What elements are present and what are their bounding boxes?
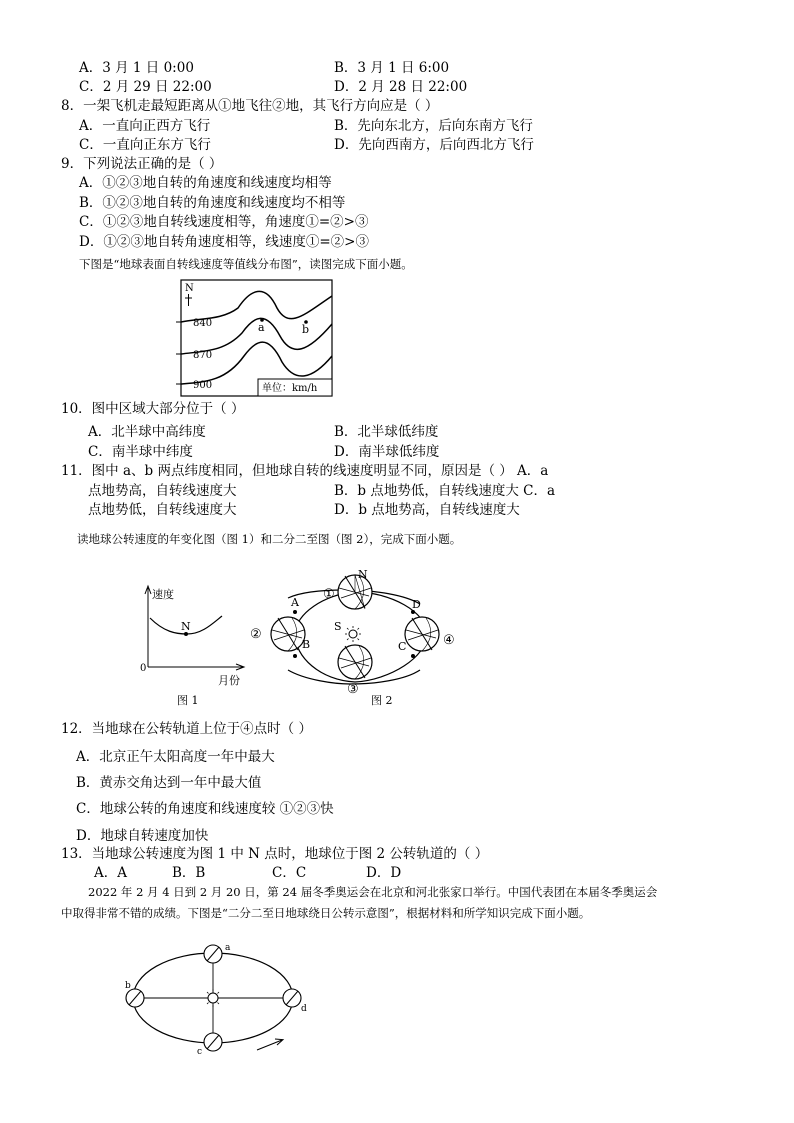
figure1-caption: 图 1 bbox=[177, 694, 199, 707]
position-3-label: ③ bbox=[347, 682, 359, 697]
point-a-label: a bbox=[258, 321, 265, 334]
origin-label: 0 bbox=[140, 663, 147, 674]
orbit-point-c: c bbox=[197, 1047, 203, 1057]
q11-stem: 11．图中 a、b 两点纬度相同，但地球自转的线速度明显不同，原因是（ ） A．a bbox=[61, 463, 549, 479]
q7-option-c: C．2 月 29 日 22:00 bbox=[79, 79, 212, 95]
q11-option-a-cont: 点地势高，自转线速度大 bbox=[88, 483, 237, 499]
solstice-equinox-figure bbox=[245, 562, 465, 710]
q12-option-b: B．黄赤交角达到一年中最大值 bbox=[76, 775, 262, 791]
point-S-label: S bbox=[334, 620, 342, 633]
point-C-label: C bbox=[398, 640, 407, 653]
q13-option-c: C．C bbox=[272, 865, 307, 881]
q13-stem: 13．当地球公转速度为图 1 中 N 点时，地球位于图 2 公转轨道的（ ） bbox=[61, 846, 489, 862]
q9-option-d: D．①②③地自转角速度相等，线速度①=②>③ bbox=[79, 234, 369, 250]
intro-isoline-figure: 下图是“地球表面自转线速度等值线分布图”，读图完成下面小题。 bbox=[79, 257, 413, 271]
q8-option-a: A．一直向正西方飞行 bbox=[79, 118, 211, 134]
q7-option-d: D．2 月 28 日 22:00 bbox=[334, 79, 468, 95]
unit-label: 单位：km/h bbox=[262, 383, 318, 394]
speed-axis-label: 速度 bbox=[152, 588, 174, 601]
point-n-label: N bbox=[181, 620, 191, 633]
q8-option-d: D．先向西南方，后向西北方飞行 bbox=[334, 137, 534, 153]
q9-option-a: A．①②③地自转的角速度和线速度均相等 bbox=[79, 175, 332, 191]
isoline-map-figure bbox=[170, 278, 340, 400]
q11-option-d: D．b 点地势高，自转线速度大 bbox=[334, 502, 520, 518]
q10-option-a: A．北半球中高纬度 bbox=[88, 424, 206, 440]
q13-option-a: A．A bbox=[94, 865, 127, 881]
q8-stem: 8．一架飞机走最短距离从①地飞往②地，其飞行方向应是（ ） bbox=[61, 98, 439, 114]
isoline-840-label: 840 bbox=[193, 318, 213, 329]
q10-stem: 10．图中区域大部分位于（ ） bbox=[61, 401, 245, 417]
position-4-label: ④ bbox=[443, 633, 455, 648]
q13-option-d: D．D bbox=[366, 865, 402, 881]
passage-line-1: 2022 年 2 月 4 日到 2 月 20 日，第 24 届冬季奥运会在北京和河北张家口举行。中国代表团在本届冬季奥运会 bbox=[88, 885, 658, 899]
point-D-label: D bbox=[412, 598, 421, 611]
q12-option-d: D．地球自转速度加快 bbox=[76, 828, 209, 844]
intro-orbit-figures: 读地球公转速度的年变化图（图 1）和二分二至图（图 2），完成下面小题。 bbox=[77, 532, 462, 546]
q12-stem: 12．当地球在公转轨道上位于④点时（ ） bbox=[61, 721, 312, 737]
q8-option-b: B．先向东北方，后向东南方飞行 bbox=[334, 118, 533, 134]
q11-option-b: B．b 点地势低，自转线速度大 C．a bbox=[334, 483, 556, 499]
fig2-north-label: N bbox=[358, 568, 368, 581]
orbit-point-d: d bbox=[301, 1004, 307, 1014]
position-2-label: ② bbox=[250, 627, 262, 642]
point-b-label: b bbox=[302, 323, 310, 336]
q7-option-b: B．3 月 1 日 6:00 bbox=[334, 60, 450, 76]
isoline-900-label: 900 bbox=[193, 380, 213, 391]
isoline-870-label: 870 bbox=[193, 350, 213, 361]
q9-option-c: C．①②③地自转线速度相等，角速度①=②>③ bbox=[79, 214, 369, 230]
point-A-label: A bbox=[291, 596, 299, 609]
q7-option-a: A．3 月 1 日 0:00 bbox=[79, 60, 194, 76]
q8-option-c: C．一直向正东方飞行 bbox=[79, 137, 211, 153]
orbit-diagram bbox=[120, 938, 320, 1056]
passage-line-2: 中取得非常不错的成绩。下图是“二分二至日地球绕日公转示意图”，根据材料和所学知识完成下面小题。 bbox=[61, 906, 591, 920]
q9-option-b: B．①②③地自转的角速度和线速度均不相等 bbox=[79, 195, 346, 211]
q10-option-b: B．北半球低纬度 bbox=[334, 424, 439, 440]
orbital-speed-chart bbox=[130, 580, 250, 710]
position-1-label: ① bbox=[323, 587, 335, 602]
q11-option-c-cont: 点地势低，自转线速度大 bbox=[88, 502, 237, 518]
q12-option-c: C．地球公转的角速度和线速度较 ①②③快 bbox=[76, 801, 334, 817]
q9-stem: 9．下列说法正确的是（ ） bbox=[61, 156, 223, 172]
north-label: N bbox=[185, 283, 194, 294]
month-axis-label: 月份 bbox=[218, 674, 240, 687]
point-B-label: B bbox=[302, 638, 311, 651]
q10-option-c: C．南半球中纬度 bbox=[88, 444, 193, 460]
q12-option-a: A．北京正午太阳高度一年中最大 bbox=[76, 749, 275, 765]
q13-option-b: B．B bbox=[172, 865, 206, 881]
q10-option-d: D．南半球低纬度 bbox=[334, 444, 440, 460]
figure2-caption: 图 2 bbox=[371, 694, 393, 707]
orbit-point-a: a bbox=[225, 943, 231, 953]
orbit-point-b: b bbox=[125, 981, 131, 991]
